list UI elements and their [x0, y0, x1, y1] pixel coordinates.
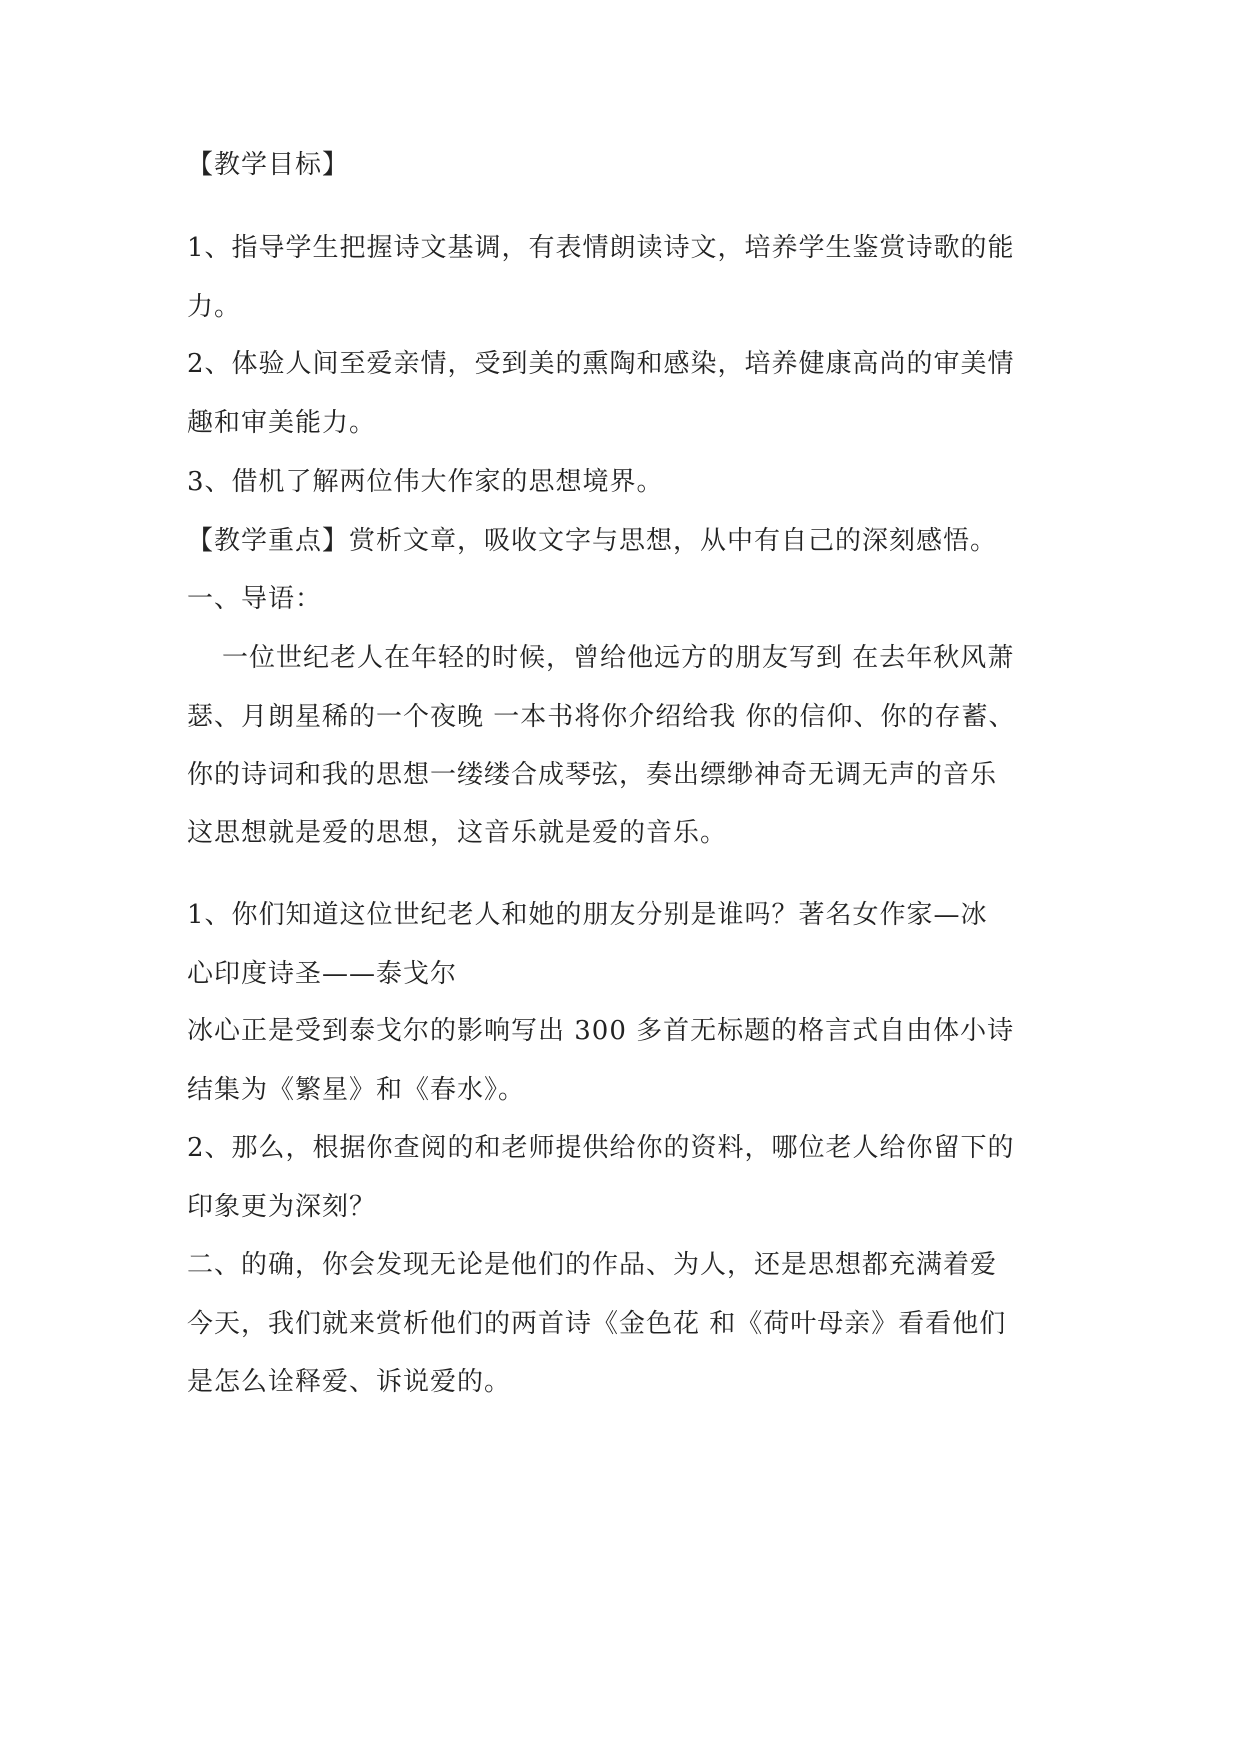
intro-line-4: 这思想就是爱的思想，这音乐就是爱的音乐。 — [187, 818, 728, 848]
intro-line-1: 一位世纪老人在年轻的时候，曾给他远方的朋友写到 在去年秋风萧 — [222, 643, 1015, 673]
objective-1-line-1: 1、指导学生把握诗文基调，有表情朗读诗文，培养学生鉴赏诗歌的能 — [187, 233, 1015, 263]
objective-3: 3、借机了解两位伟大作家的思想境界。 — [187, 467, 664, 497]
intro-line-2: 瑟、月朗星稀的一个夜晚 一本书将你介绍给我 你的信仰、你的存蓄、 — [187, 702, 1016, 732]
heading-teaching-objectives: 【教学目标】 — [187, 150, 350, 180]
section-2-line-1: 二、的确，你会发现无论是他们的作品、为人，还是思想都充满着爱 — [187, 1250, 998, 1280]
answer-line-1: 冰心正是受到泰戈尔的影响写出 300 多首无标题的格言式自由体小诗 — [187, 1016, 1015, 1046]
intro-line-3: 你的诗词和我的思想一缕缕合成琴弦，奏出缥缈神奇无调无声的音乐 — [187, 760, 998, 790]
section-2-line-3: 是怎么诠释爱、诉说爱的。 — [187, 1367, 512, 1397]
answer-line-2: 结集为《繁星》和《春水》。 — [187, 1075, 526, 1105]
key-points: 【教学重点】赏析文章，吸收文字与思想，从中有自己的深刻感悟。 — [187, 526, 998, 556]
question-2-line-1: 2、那么，根据你查阅的和老师提供给你的资料，哪位老人给你留下的 — [187, 1133, 1015, 1163]
question-2-line-2: 印象更为深刻？ — [187, 1192, 377, 1222]
section-2-line-2: 今天，我们就来赏析他们的两首诗《金色花 和《荷叶母亲》看看他们 — [187, 1309, 1007, 1339]
objective-2-line-2: 趣和审美能力。 — [187, 408, 377, 438]
objective-1-line-2: 力。 — [187, 292, 242, 322]
section-1-heading: 一、导语： — [187, 584, 323, 614]
question-1-line-2: 心印度诗圣——泰戈尔 — [187, 959, 458, 989]
question-1-line-1: 1、你们知道这位世纪老人和她的朋友分别是谁吗？著名女作家—冰 — [187, 900, 988, 930]
objective-2-line-1: 2、体验人间至爱亲情，受到美的熏陶和感染，培养健康高尚的审美情 — [187, 349, 1015, 379]
